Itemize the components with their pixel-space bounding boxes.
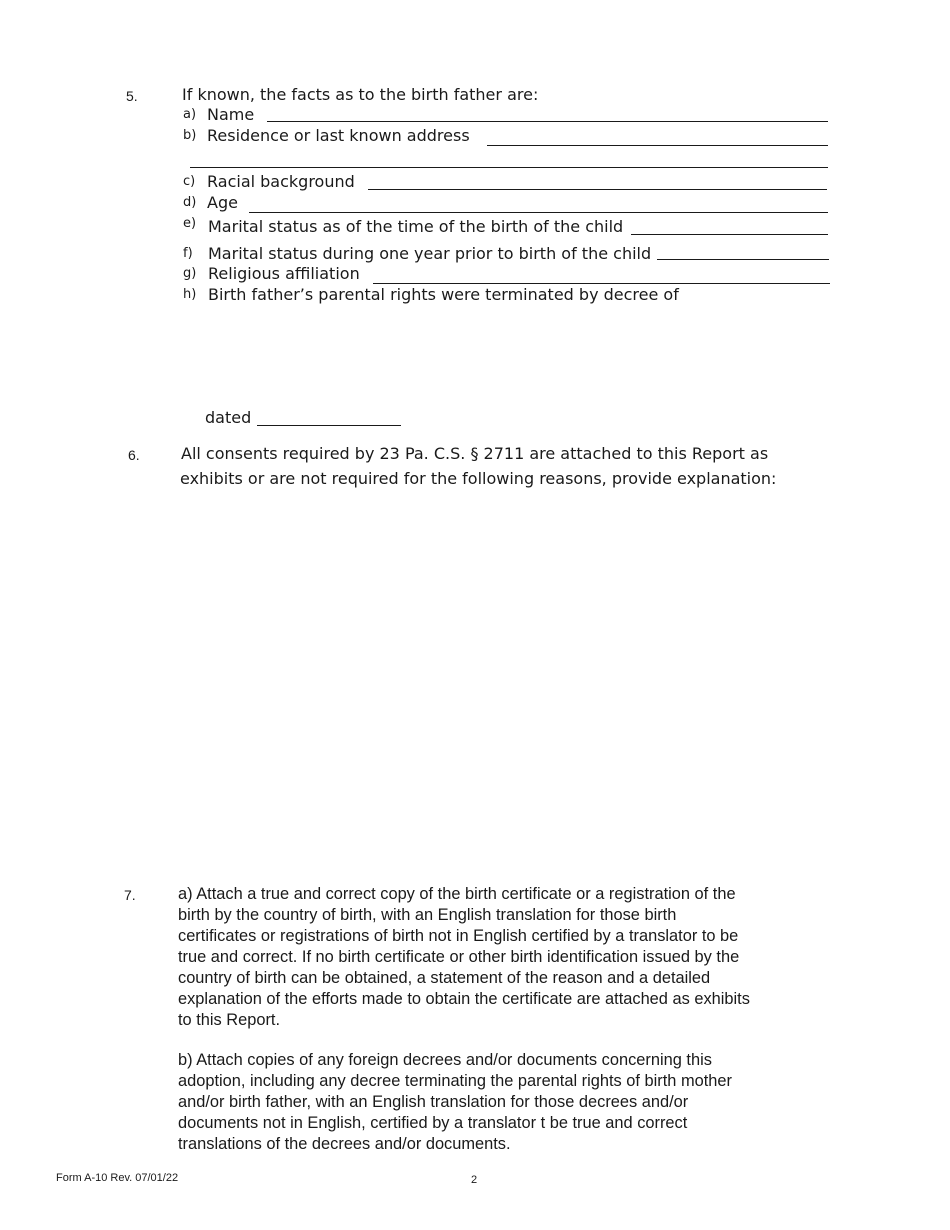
item-e-label: Marital status as of the time of the birth of the child xyxy=(208,217,624,236)
section-5-intro: If known, the facts as to the birth father are: xyxy=(182,85,539,104)
section-7-paragraph-a: a) Attach a true and correct copy of the birth certificate or a registration of the birth by the country of birth, with an English translation for those birth certificates or registrations of birth not in English certified by a translator to be true and correct. If no birth certificate or other birth identification issued by the country of birth can be obtained, a statement of the reason and a detailed explanation of the efforts made to obtain the certificate are attached as exhibits to this Report. xyxy=(178,885,750,1029)
dated-field[interactable] xyxy=(257,425,401,426)
marital-status-birth-field[interactable] xyxy=(631,234,828,235)
name-field[interactable] xyxy=(267,121,828,122)
section-7-number: 7. xyxy=(124,887,136,903)
item-f-letter: f) xyxy=(183,246,193,261)
dated-label: dated xyxy=(205,408,252,427)
section-5-number: 5. xyxy=(126,88,138,104)
item-b-label: Residence or last known address xyxy=(207,126,470,145)
residence-field[interactable] xyxy=(487,145,828,146)
item-c-letter: c) xyxy=(183,174,196,189)
item-g-label: Religious affiliation xyxy=(208,264,360,283)
section-6-line-1: All consents required by 23 Pa. C.S. § 2711 are attached to this Report as xyxy=(181,444,769,463)
section-6-line-2: exhibits or are not required for the following reasons, provide explanation: xyxy=(180,469,777,488)
item-a-letter: a) xyxy=(183,107,197,122)
section-6-number: 6. xyxy=(128,447,140,463)
item-c-label: Racial background xyxy=(207,172,355,191)
item-d-letter: d) xyxy=(183,195,197,210)
page-number: 2 xyxy=(471,1174,478,1186)
racial-background-field[interactable] xyxy=(368,189,827,190)
item-e-letter: e) xyxy=(183,216,197,231)
item-g-letter: g) xyxy=(183,266,197,281)
item-f-label: Marital status during one year prior to birth of the child xyxy=(208,244,652,263)
form-id: Form A-10 Rev. 07/01/22 xyxy=(56,1172,179,1184)
item-b-letter: b) xyxy=(183,128,197,143)
age-field[interactable] xyxy=(249,212,828,213)
item-h-letter: h) xyxy=(183,287,197,302)
religious-affiliation-field[interactable] xyxy=(373,283,830,284)
item-a-label: Name xyxy=(207,105,255,124)
item-d-label: Age xyxy=(207,193,238,212)
residence-field-line-2[interactable] xyxy=(190,167,828,168)
item-h-label: Birth father’s parental rights were terminated by decree of xyxy=(208,285,679,304)
marital-status-prior-field[interactable] xyxy=(657,259,829,260)
section-7-paragraph-b: b) Attach copies of any foreign decrees and/or documents concerning this adoption, including any decree terminating the parental rights of birth mother and/or birth father, with an English translation for those decrees and/or documents not in English, certified by a translator t be true and correct translations of the decrees and/or documents. xyxy=(178,1051,732,1153)
